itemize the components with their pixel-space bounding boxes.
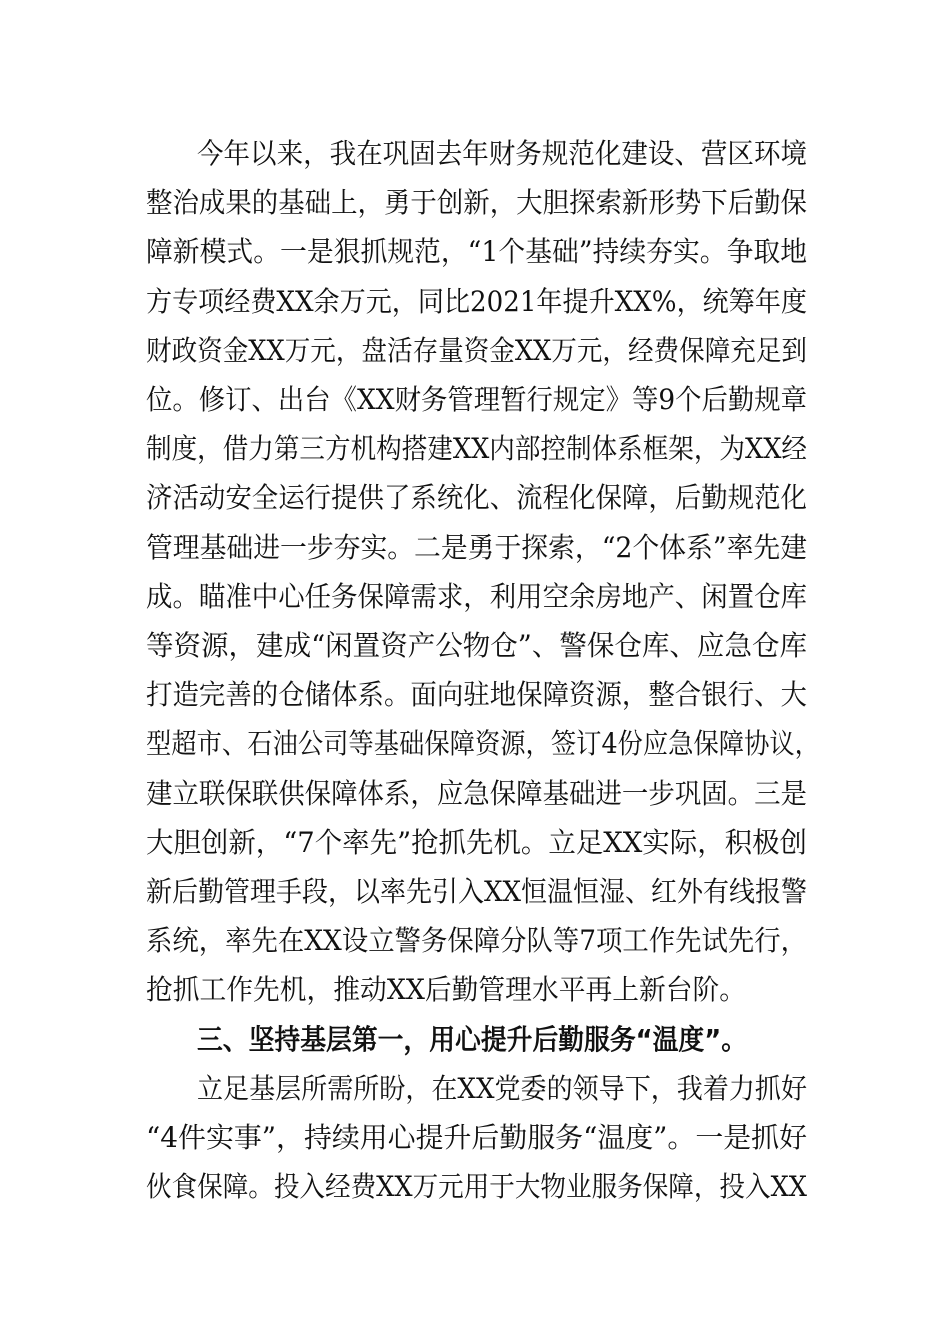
paragraph-1-line-4: 方专项经费XX余万元，同比2021年提升XX%，统筹年度: [146, 285, 807, 318]
paragraph-1-line-3: 障新模式。一是狠抓规范，“1个基础”持续夯实。争取地: [146, 235, 807, 268]
paragraph-1-line-11: 等资源，建成“闲置资产公物仓”、警保仓库、应急仓库: [146, 629, 807, 662]
paragraph-2-line-2: “4件实事”，持续用心提升后勤服务“温度”。一是抓好: [146, 1121, 807, 1154]
paragraph-1-line-2: 整治成果的基础上，勇于创新，大胆探索新形势下后勤保: [146, 186, 807, 219]
paragraph-1-line-15: 大胆创新，“7个率先”抢抓先机。立足XX实际，积极创: [146, 826, 807, 859]
paragraph-1-line-8: 济活动安全运行提供了系统化、流程化保障，后勤规范化: [146, 481, 807, 514]
paragraph-1-line-16: 新后勤管理手段，以率先引入XX恒温恒湿、红外有线报警: [146, 875, 807, 908]
paragraph-1-line-1: 今年以来，我在巩固去年财务规范化建设、营区环境: [197, 137, 807, 170]
paragraph-1-line-9: 管理基础进一步夯实。二是勇于探索，“2个体系”率先建: [146, 531, 807, 564]
paragraph-1-line-18: 抢抓工作先机，推动XX后勤管理水平再上新台阶。: [146, 973, 746, 1006]
paragraph-2-line-1: 立足基层所需所盼，在XX党委的领导下，我着力抓好: [197, 1072, 807, 1105]
paragraph-1-line-6: 位。修订、出台《XX财务管理暂行规定》等9个后勤规章: [146, 383, 807, 416]
section-heading: 三、坚持基层第一，用心提升后勤服务“温度”。: [197, 1023, 747, 1056]
paragraph-1-line-17: 系统，率先在XX设立警务保障分队等7项工作先试先行，: [146, 924, 807, 957]
paragraph-1-line-14: 建立联保联供保障体系，应急保障基础进一步巩固。三是: [146, 777, 807, 810]
paragraph-1-line-5: 财政资金XX万元，盘活存量资金XX万元，经费保障充足到: [146, 334, 807, 367]
paragraph-2-line-3: 伙食保障。投入经费XX万元用于大物业服务保障，投入XX: [146, 1170, 807, 1203]
paragraph-1-line-7: 制度，借力第三方机构搭建XX内部控制体系框架，为XX经: [146, 432, 807, 465]
paragraph-1-line-12: 打造完善的仓储体系。面向驻地保障资源，整合银行、大: [146, 678, 807, 711]
paragraph-1-line-13: 型超市、石油公司等基础保障资源，签订4份应急保障协议，: [146, 727, 820, 760]
paragraph-1-line-10: 成。瞄准中心任务保障需求，利用空余房地产、闲置仓库: [146, 580, 807, 613]
